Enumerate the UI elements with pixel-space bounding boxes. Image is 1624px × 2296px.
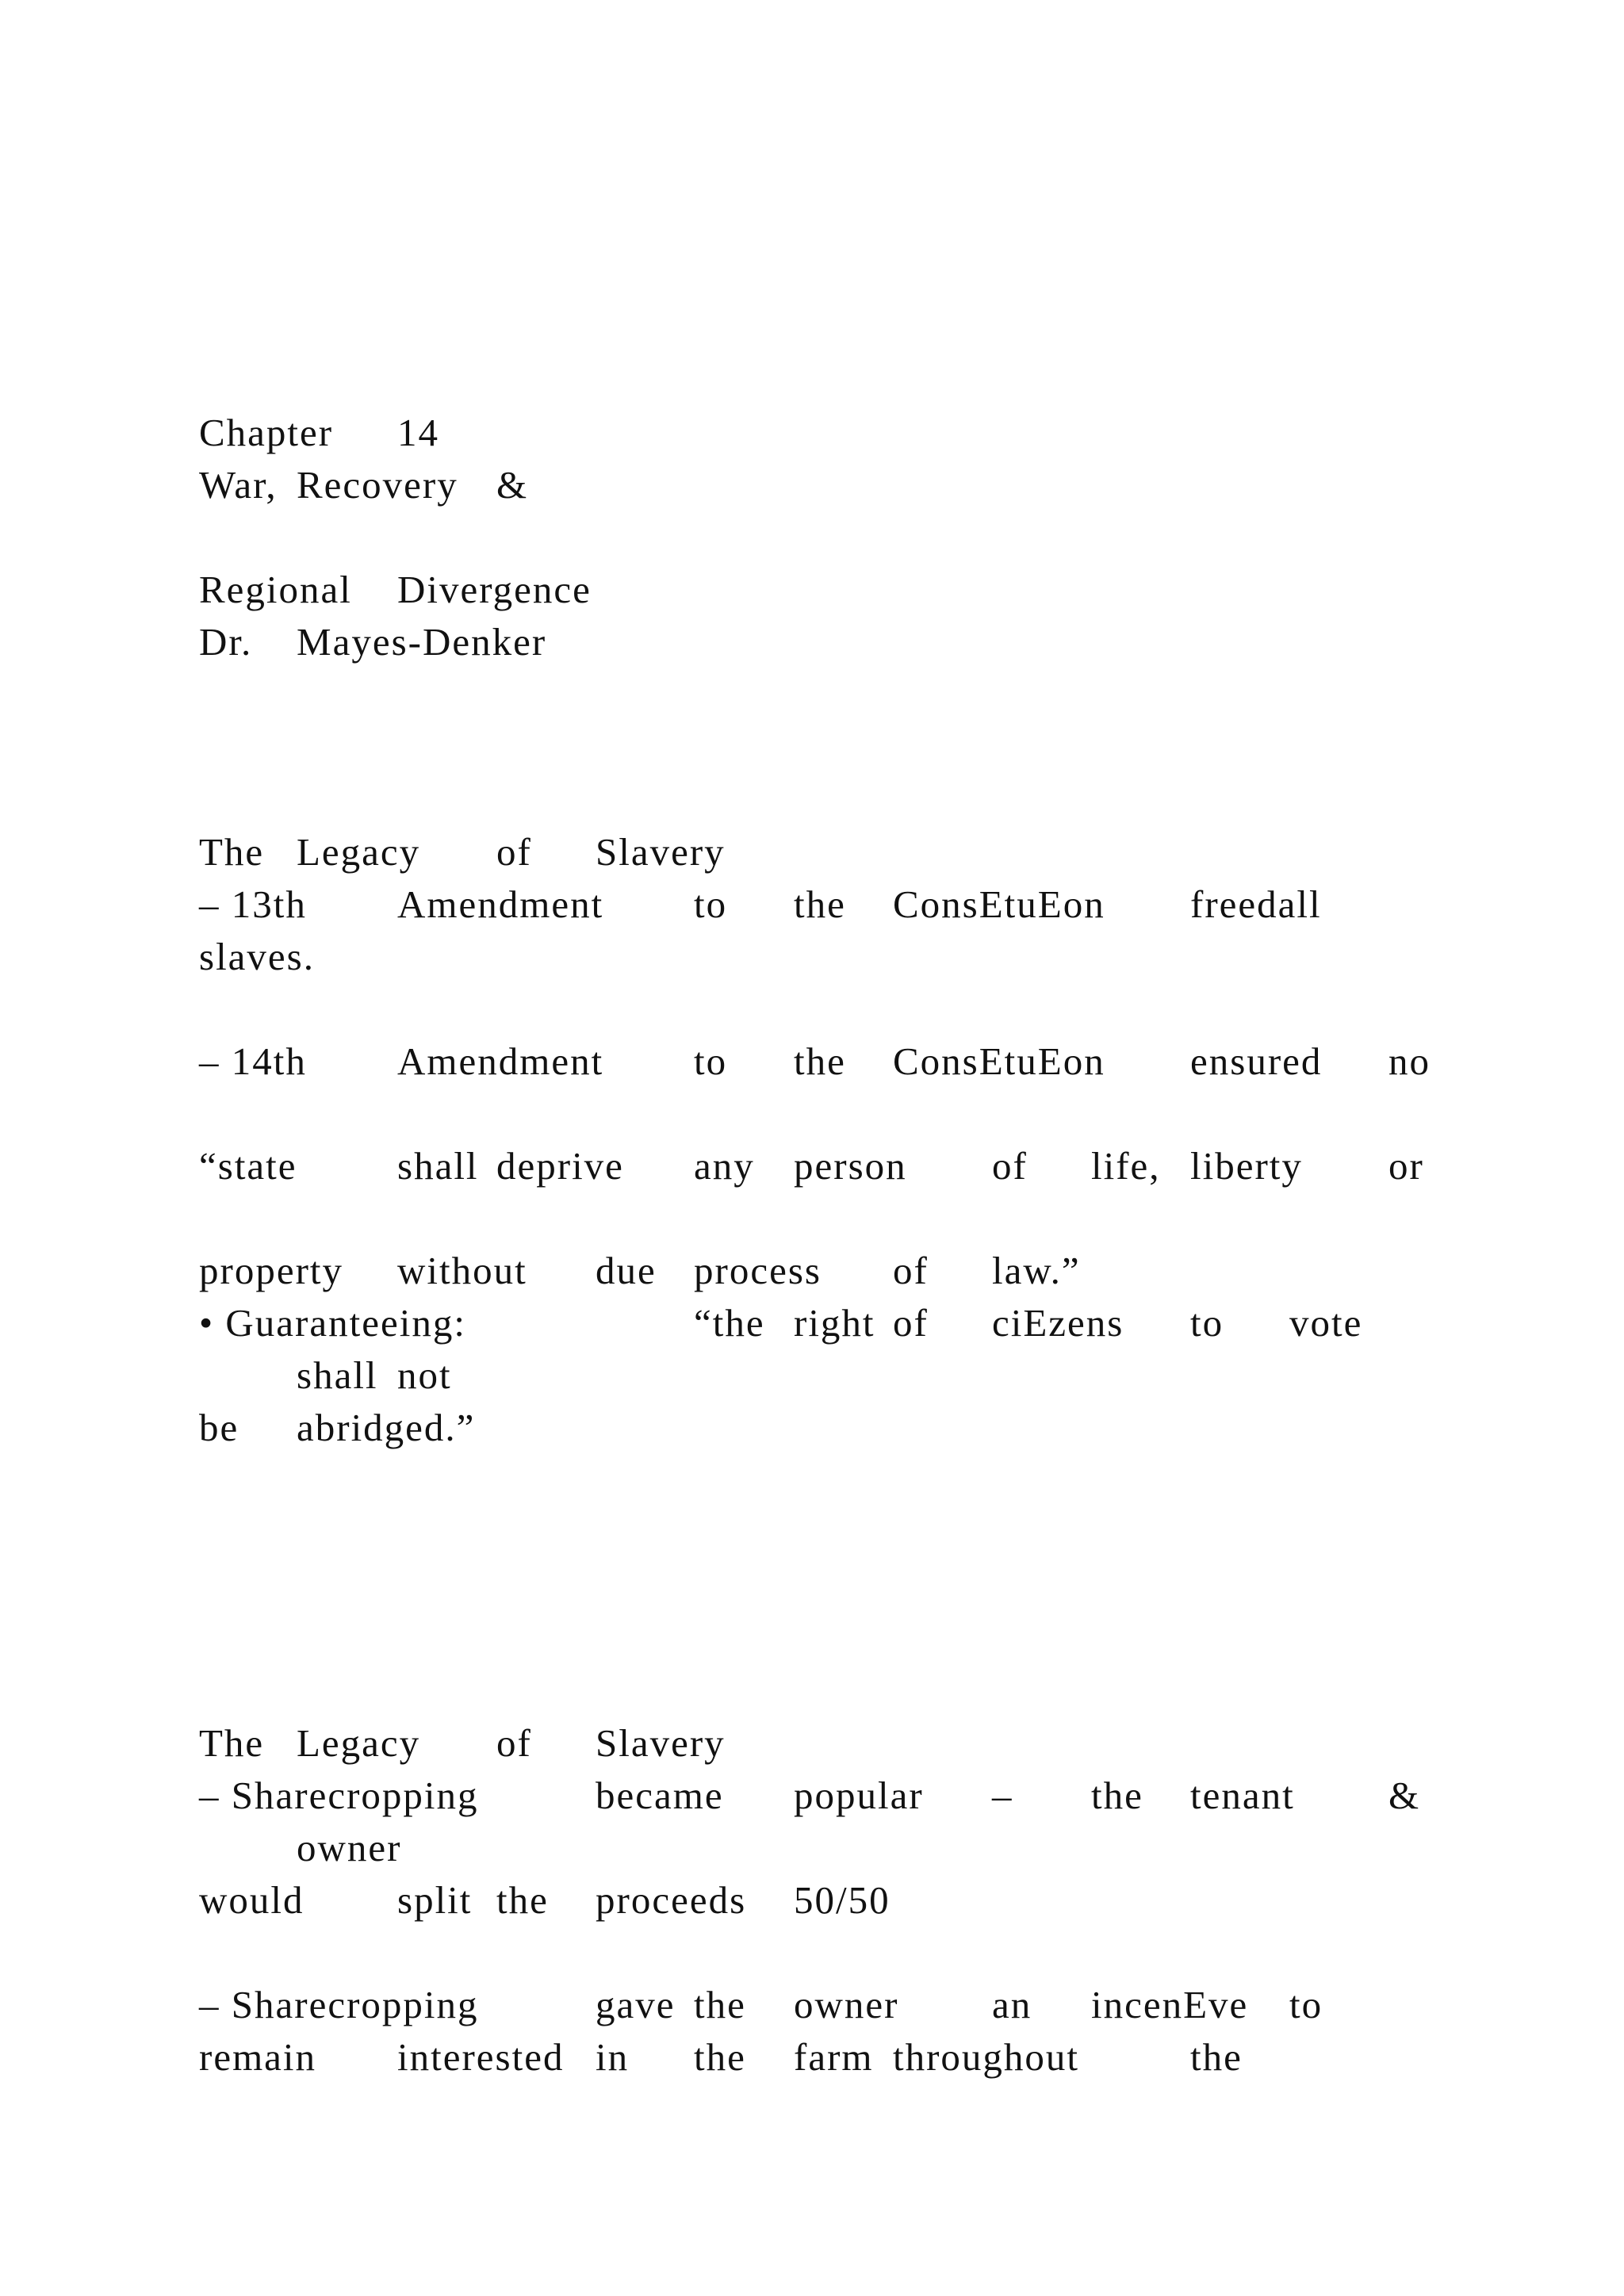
text-word: in <box>596 2035 630 2079</box>
text-word: to <box>694 882 728 926</box>
text-word: 50/50 <box>794 1878 891 1922</box>
text-word: any <box>694 1144 755 1188</box>
text-word: “state <box>199 1144 297 1188</box>
text-word: no <box>1388 1039 1431 1083</box>
text-word: tenant <box>1190 1774 1295 1817</box>
text-word: owner <box>794 1983 899 2026</box>
text-word: to <box>1289 1983 1323 2026</box>
subtitle-line <box>0 564 1624 616</box>
text-word: ConsEtuEon <box>893 882 1105 926</box>
text-line <box>0 1979 1624 2031</box>
text-word: – <box>992 1774 1013 1817</box>
text-word: ConsEtuEon <box>893 1039 1105 1083</box>
subtitle-word: Divergence <box>397 568 592 611</box>
text-word: property <box>199 1249 343 1292</box>
text-word: – Sharecropping <box>199 1774 479 1817</box>
bullet-text: • Guaranteeing: <box>199 1301 466 1345</box>
text-word: the <box>496 1878 549 1922</box>
text-word: the <box>794 1039 846 1083</box>
text-word: ensured <box>1190 1039 1323 1083</box>
text-word: – 13th <box>199 882 307 926</box>
text-word: the <box>1190 2035 1243 2079</box>
subtitle-word: Regional <box>199 568 352 611</box>
text-word: the <box>1091 1774 1143 1817</box>
text-word: shall <box>297 1353 378 1397</box>
text-line <box>0 2031 1624 2084</box>
text-word: “the <box>694 1301 765 1345</box>
section-heading <box>0 1717 1624 1770</box>
text-word: person <box>794 1144 907 1188</box>
text-word: would <box>199 1878 304 1922</box>
text-word: vote <box>1289 1301 1363 1345</box>
text-word: split <box>397 1878 473 1922</box>
text-word: freedall <box>1190 882 1322 926</box>
text-word: to <box>694 1039 728 1083</box>
text-word: remain <box>199 2035 317 2079</box>
text-word: deprive <box>496 1144 624 1188</box>
text-word: Amendment <box>397 1039 604 1083</box>
text-word: law.” <box>992 1249 1081 1292</box>
text-word: of <box>893 1301 929 1345</box>
text-line <box>0 1402 1624 1454</box>
text-word: an <box>992 1983 1032 2026</box>
heading-word: The <box>199 1721 265 1765</box>
text-word: proceeds <box>596 1878 747 1922</box>
title-word: & <box>496 463 529 507</box>
chapter-line <box>0 407 1624 459</box>
title-word: Recovery <box>297 463 458 507</box>
text-word: due <box>596 1249 657 1292</box>
text-word: popular <box>794 1774 924 1817</box>
text-word: the <box>694 1983 746 2026</box>
text-word: abridged.” <box>297 1406 476 1449</box>
text-word: incenEve <box>1091 1983 1249 2026</box>
text-word: the <box>794 882 846 926</box>
text-word: gave <box>596 1983 676 2026</box>
text-line <box>0 1245 1624 1297</box>
text-word: of <box>992 1144 1028 1188</box>
text-word: without <box>397 1249 527 1292</box>
text-word: process <box>694 1249 822 1292</box>
text-line <box>0 1770 1624 1822</box>
chapter-number: 14 <box>397 411 439 454</box>
text-line <box>0 878 1624 931</box>
bullet-line <box>0 1297 1624 1349</box>
heading-word: The <box>199 830 265 874</box>
text-word: or <box>1388 1144 1424 1188</box>
text-word: became <box>596 1774 724 1817</box>
text-word: slaves. <box>199 935 315 978</box>
text-word: – Sharecropping <box>199 1983 479 2026</box>
title-line <box>0 459 1624 511</box>
chapter-word: Chapter <box>199 411 334 454</box>
author-word: Dr. <box>199 620 253 664</box>
text-word: not <box>397 1353 452 1397</box>
heading-word: Slavery <box>596 1721 726 1765</box>
text-word: ciEzens <box>992 1301 1124 1345</box>
section-heading <box>0 826 1624 878</box>
text-word: Amendment <box>397 882 604 926</box>
heading-word: of <box>496 1721 532 1765</box>
text-line <box>0 1035 1624 1088</box>
text-word: be <box>199 1406 239 1449</box>
heading-word: of <box>496 830 532 874</box>
title-word: War, <box>199 463 278 507</box>
text-line <box>0 1822 1624 1874</box>
author-word: Mayes-Denker <box>297 620 547 664</box>
text-word: the <box>694 2035 746 2079</box>
text-word: & <box>1388 1774 1421 1817</box>
text-line <box>0 1140 1624 1192</box>
text-line <box>0 1349 1624 1402</box>
text-line <box>0 931 1624 983</box>
text-word: farm <box>794 2035 874 2079</box>
text-word: right <box>794 1301 875 1345</box>
heading-word: Slavery <box>596 830 726 874</box>
text-word: interested <box>397 2035 565 2079</box>
text-word: throughout <box>893 2035 1080 2079</box>
text-word: shall <box>397 1144 479 1188</box>
author-line <box>0 616 1624 668</box>
text-word: liberty <box>1190 1144 1303 1188</box>
text-word: to <box>1190 1301 1224 1345</box>
text-word: of <box>893 1249 929 1292</box>
text-word: owner <box>297 1826 402 1869</box>
text-word: life, <box>1091 1144 1161 1188</box>
text-word: – 14th <box>199 1039 307 1083</box>
text-line <box>0 1874 1624 1927</box>
heading-word: Legacy <box>297 1721 421 1765</box>
heading-word: Legacy <box>297 830 421 874</box>
